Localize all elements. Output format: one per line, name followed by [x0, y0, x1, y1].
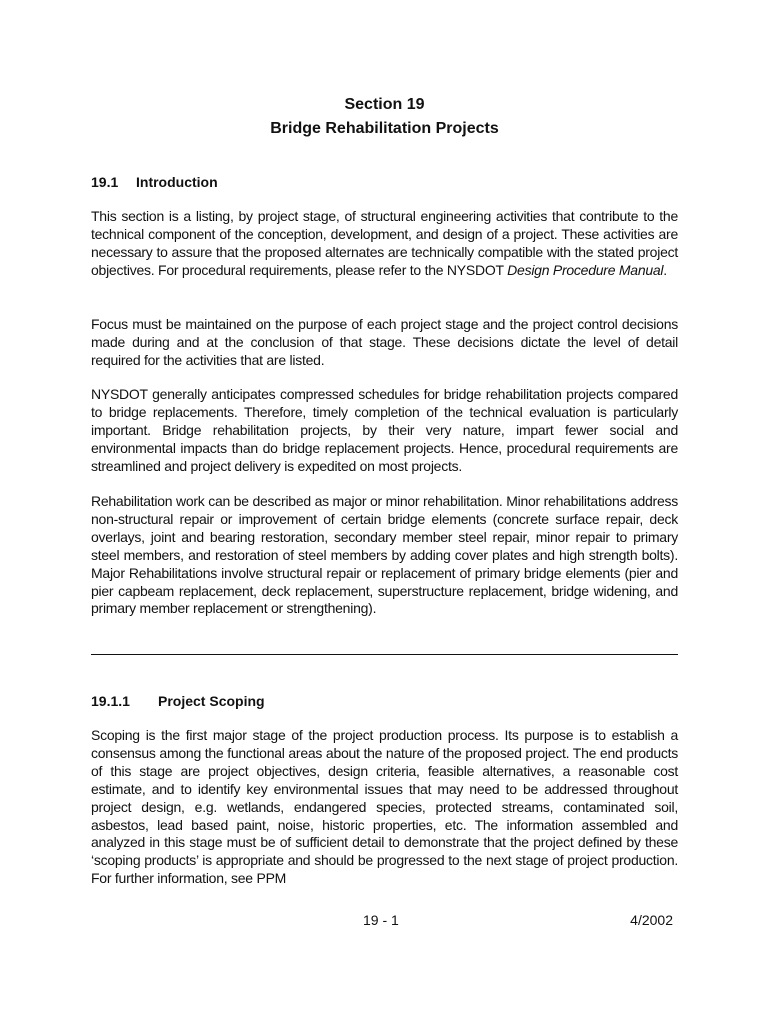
section-title: Bridge Rehabilitation Projects	[270, 120, 499, 137]
intro-heading-number: 19.1	[91, 174, 119, 190]
scoping-paragraph: Scoping is the first major stage of the project production process. Its purpose is to establish a consensus among the functional areas about the nature of the proposed project. The end products of this stage are project objectives, design criteria, feasible alternatives, a reasonable cost estimate, and to identify key environmental issues that may need to be addressed throughout project design, e.g. wetlands, endangered species, protected streams, contaminated soil, asbestos, lead based paint, noise, historic properties, etc. The information assembled and analyzed in this stage must be of sufficient detail to demonstrate that the project defined by these ‘scoping products’ is appropriate and should be progressed to the next stage of project production. For further information, see PPM	[91, 727, 678, 887]
section-divider	[91, 654, 678, 655]
intro-paragraph-1-text: This section is a listing, by project stage, of structural engineering activities that contribute to the technical component of the conception, development, and design of a project. These activities are necessary to assure that the proposed alternates are technically compatible with the stated project objectives. For procedural requirements, please refer to the NYSDOT	[91, 208, 678, 278]
page-number: 19 - 1	[363, 912, 399, 928]
intro-paragraph-3: NYSDOT generally anticipates compressed schedules for bridge rehabilitation projects compared to bridge replacements. Therefore, timely completion of the technical evaluation is particularly important. Bridge rehabilitation projects, by their very nature, impart fewer social and environmental impacts than do bridge replacement projects. Hence, procedural requirements are streamlined and project delivery is expedited on most projects.	[91, 386, 678, 474]
intro-heading	[91, 173, 218, 191]
intro-paragraph-1	[91, 208, 678, 280]
scoping-heading-number: 19.1.1	[91, 693, 130, 709]
intro-paragraph-1-end: .	[663, 261, 667, 278]
intro-heading-title: Introduction	[136, 174, 218, 190]
revision-date: 4/2002	[630, 912, 673, 928]
scoping-heading-title: Project Scoping	[158, 693, 265, 709]
document-page	[91, 0, 678, 1024]
intro-paragraph-2: Focus must be maintained on the purpose of each project stage and the project control decisions made during and at the conclusion of that stage. These decisions dictate the level of detail required for the activities that are listed.	[91, 316, 678, 368]
section-number: Section 19	[344, 96, 425, 113]
intro-paragraph-4: Rehabilitation work can be described as major or minor rehabilitation. Minor rehabilitations address non-structural repair or improvement of certain bridge elements (concrete surface repair, deck overlays, joint and bearing restoration, secondary member steel repair, minor repair to primary steel members, and restoration of steel members by adding cover plates and high strength bolts). Major Rehabilitations involve structural repair or replacement of primary bridge elements (pier and pier capbeam replacement, deck replacement, superstructure replacement, bridge widening, and primary member replacement or strengthening).	[91, 493, 678, 617]
manual-title: Design Procedure Manual	[507, 261, 664, 278]
document-title-block	[91, 93, 678, 141]
scoping-heading	[91, 692, 265, 710]
